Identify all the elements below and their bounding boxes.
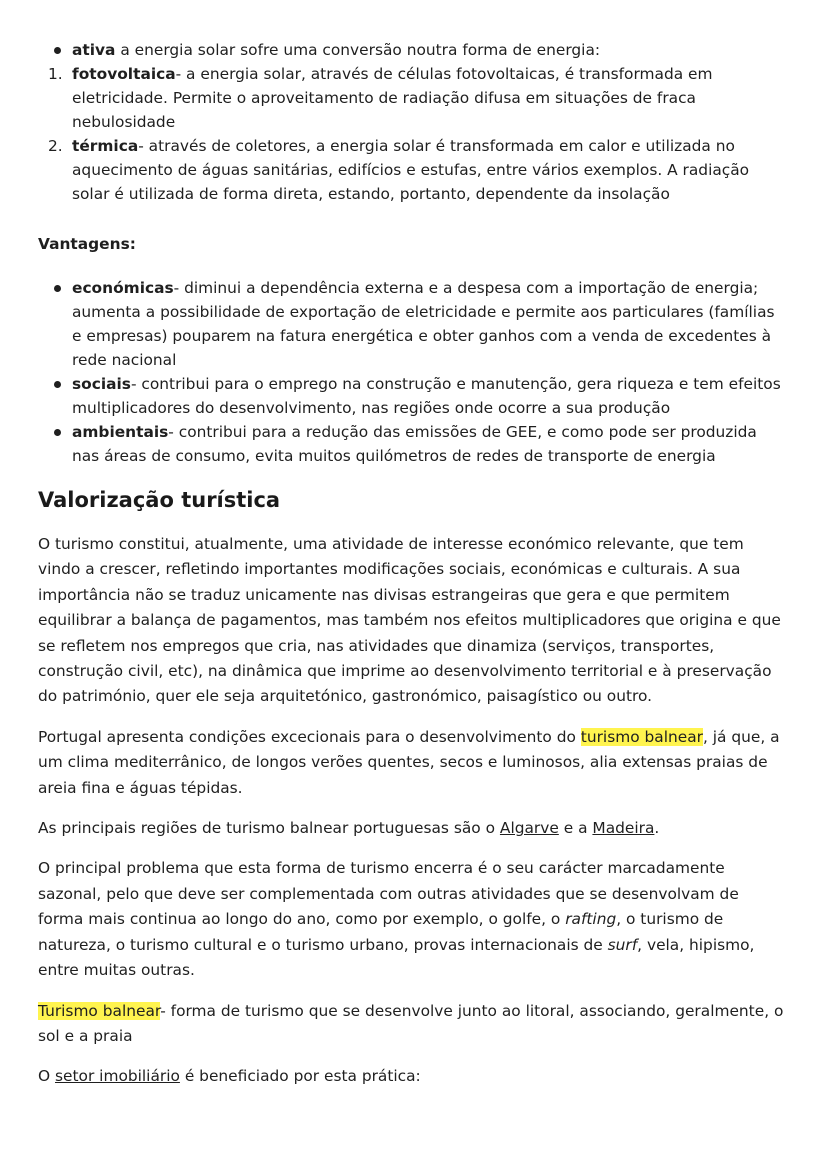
- termica-text: - através de coletores, a energia solar é transformada em calor e utilizada no aquecimento de águas sanitárias, edifícios e estufas, entre vários exemplos. A radiação solar é utilizada de forma direta, estando, portanto, dependente da insolação: [72, 137, 750, 203]
- p2-before: Portugal apresenta condições excecionais para o desenvolvimento do: [38, 727, 581, 746]
- sociais-text: - contribui para o emprego na construção e manutenção, gera riqueza e tem efeitos multiplicadores do desenvolvimento, nas regiões onde ocorre a sua produção: [72, 375, 781, 417]
- section-heading: Valorização turística: [38, 488, 281, 512]
- list-number: 1.: [48, 65, 63, 83]
- list-item-economicas: [38, 276, 788, 372]
- p6-after: é beneficiado por esta prática:: [179, 1067, 421, 1086]
- highlight-turismo-balnear: turismo balnear: [580, 727, 703, 746]
- energy-numbered-list: [38, 62, 788, 206]
- vantagens-list: [38, 276, 788, 468]
- p2-after: , já que, a um clima mediterrânico, de longos verões quentes, secos e luminosos, alia extensas praias de areia fina e águas tépidas.: [38, 727, 780, 797]
- p4-part3: , vela, hipismo, entre muitas outras.: [38, 935, 755, 980]
- p5-after: - forma de turismo que se desenvolve junto ao litoral, associando, geralmente, o sol e a praia: [38, 1001, 784, 1045]
- list-item-sociais: [38, 372, 788, 420]
- term-fotovoltaica: fotovoltaica: [72, 65, 176, 83]
- ativa-text: a energia solar sofre uma conversão noutra forma de energia:: [115, 41, 601, 59]
- list-item-ativa: [38, 38, 788, 62]
- link-algarve[interactable]: Algarve: [499, 819, 559, 838]
- paragraph-setor: [38, 1064, 788, 1089]
- term-ativa: ativa: [72, 41, 116, 59]
- link-setor-imobiliario[interactable]: setor imobiliário: [55, 1067, 180, 1086]
- fotovoltaica-text: - a energia solar, através de células fotovoltaicas, é transformada em eletricidade. Permite o aproveitamento de radiação difusa em situações de fraca nebulosidade: [72, 65, 713, 131]
- p3-after: .: [654, 819, 660, 838]
- list-item-fotovoltaica: [38, 62, 788, 134]
- p4-part2: , o turismo de natureza, o turismo cultural e o turismo urbano, provas internacionais de: [38, 910, 724, 954]
- list-item-ambientais: [38, 420, 788, 468]
- paragraph-regioes: [38, 816, 788, 841]
- italic-surf: surf: [607, 935, 638, 954]
- vantagens-label: Vantagens:: [38, 235, 136, 253]
- paragraph-problema: [38, 856, 788, 983]
- p6-before: O: [38, 1067, 56, 1086]
- paragraph-turismo-intro: O turismo constitui, atualmente, uma atividade de interesse económico relevante, que tem vindo a crescer, refletindo importantes modificações sociais, económicas e culturais. A sua importância não se traduz unicamente nas divisas estrangeiras que gera e que permitem equilibrar a balança de pagamentos, mas também nos efeitos multiplicadores que origina e que se refletem nos empregos que cria, nas atividades que dinamiza (serviços, transportes, construção civil, etc), na dinâmica que imprime ao desenvolvimento territorial e à preservação do património, quer ele seja arquitetónico, gastronómico, paisagístico ou outro.: [38, 535, 781, 706]
- paragraph-definicao: [38, 999, 788, 1050]
- paragraph-portugal: [38, 725, 788, 801]
- list-item-termica: [38, 134, 788, 206]
- p4-part1: O principal problema que esta forma de turismo encerra é o seu carácter marcadamente sazonal, pelo que deve ser complementada com outras atividades que se desenvolvam de forma mais continua ao longo do ano, como por exemplo, o golfe, o: [38, 859, 739, 929]
- term-ambientais: ambientais: [72, 423, 169, 441]
- ambientais-text: - contribui para a redução das emissões de GEE, e como pode ser produzida nas áreas de consumo, evita muitos quilómetros de redes de transporte de energia: [72, 423, 757, 465]
- highlight-turismo-balnear-def: Turismo balnear: [38, 1001, 161, 1020]
- italic-rafting: rafting: [565, 910, 617, 929]
- intro-bullet-list: [38, 38, 788, 62]
- p3-middle: e a: [558, 819, 593, 838]
- term-sociais: sociais: [72, 375, 131, 393]
- term-termica: térmica: [72, 137, 139, 155]
- economicas-text: - diminui a dependência externa e a despesa com a importação de energia; aumenta a possibilidade de exportação de eletricidade e permite aos particulares (famílias e empresas) pouparem na fatura energética e obter ganhos com a venda de excedentes à rede nacional: [72, 279, 775, 369]
- list-number: 2.: [48, 137, 63, 155]
- p3-before: As principais regiões de turismo balnear portuguesas são o: [38, 819, 500, 838]
- link-madeira[interactable]: Madeira: [592, 819, 655, 838]
- term-economicas: económicas: [72, 279, 174, 297]
